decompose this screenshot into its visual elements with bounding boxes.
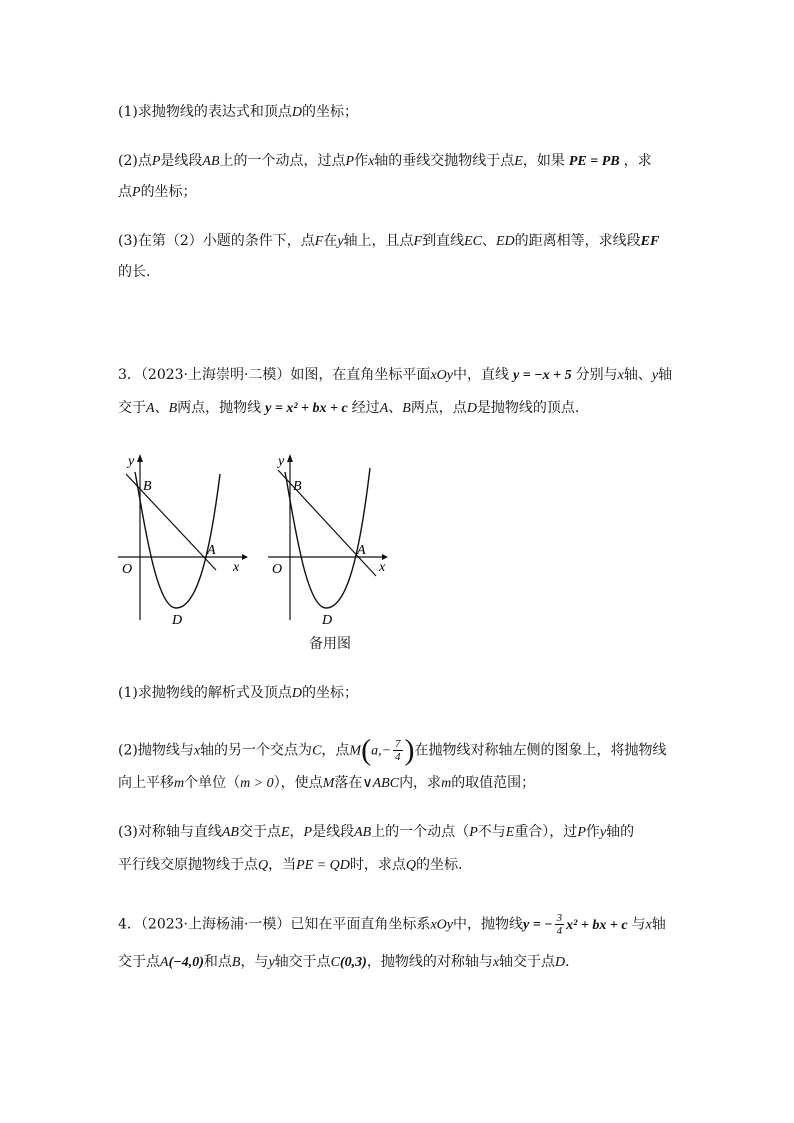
- text: 到直线: [422, 233, 465, 249]
- math: D: [291, 105, 302, 120]
- q2-part1: [118, 102, 358, 123]
- q3-part3-line1: [118, 822, 634, 843]
- math: D: [291, 686, 302, 701]
- math: x: [617, 368, 624, 383]
- math: E: [514, 154, 523, 169]
- q2-part2-line1: [118, 151, 652, 172]
- text: 轴的: [606, 824, 635, 840]
- label-x: x: [379, 560, 386, 575]
- math: P: [469, 825, 478, 840]
- math: a: [371, 743, 379, 759]
- text: (1)求抛物线的解析式及顶点: [118, 685, 292, 701]
- text: 在抛物线对称轴左侧的图象上，将抛物线: [414, 742, 667, 759]
- text: ，: [289, 824, 304, 840]
- math: y: [268, 955, 275, 970]
- math: AB: [221, 825, 239, 840]
- q3-heading-line1: [118, 365, 672, 386]
- math: Q: [405, 858, 417, 873]
- math: A: [160, 955, 169, 970]
- label-a: A: [207, 543, 216, 558]
- text: 在: [323, 233, 338, 249]
- math: xOy: [430, 368, 453, 383]
- q4-heading-line1: [118, 912, 666, 937]
- text: ），使点: [273, 775, 323, 791]
- text: 的坐标；: [140, 184, 197, 200]
- math: M: [349, 743, 362, 759]
- q3-part2-line1: [118, 733, 667, 767]
- text: 3．（2023·上海崇明·二模）如图，在直角坐标平面: [118, 367, 431, 383]
- label-o: O: [272, 562, 283, 577]
- text: 是线段: [312, 824, 355, 840]
- text: 的长.: [118, 264, 151, 280]
- text: 点: [118, 184, 132, 200]
- text: 、: [154, 400, 169, 416]
- text: 两点，抛物线: [177, 400, 262, 416]
- text: 平行线交原抛物线于点: [118, 857, 258, 873]
- q2-part2-line2: [118, 182, 197, 203]
- math: C: [312, 743, 322, 759]
- math: x: [368, 154, 375, 169]
- paren-close: ): [404, 733, 415, 767]
- text: 内，求: [399, 775, 442, 791]
- fraction: [555, 912, 565, 937]
- text: 中，抛物线: [452, 916, 523, 933]
- text: 个单位（: [184, 775, 241, 791]
- q2-part3-line1: [118, 231, 659, 252]
- label-y: y: [278, 454, 285, 469]
- math: P: [151, 154, 161, 169]
- math: ,−: [378, 743, 392, 759]
- math: (0,3): [340, 955, 367, 970]
- text: 轴的另一个交点为: [200, 742, 313, 759]
- text: 轴交于点: [499, 954, 556, 970]
- q3-part3-line2: [118, 855, 462, 876]
- text: 作: [585, 824, 600, 840]
- text: 的取值范围；: [451, 775, 536, 791]
- text: (2)点: [118, 153, 152, 169]
- math: x: [193, 743, 201, 759]
- text: ，如果: [522, 153, 565, 169]
- math: B: [168, 401, 178, 416]
- text: 4．（2023·上海杨浦·一模）已知在平面直角坐标系: [118, 916, 431, 933]
- label-b: B: [143, 479, 152, 494]
- math: D: [466, 401, 477, 416]
- math: EC: [464, 234, 482, 249]
- denominator: 4: [556, 925, 563, 937]
- text: 作: [354, 153, 369, 169]
- math: C: [330, 955, 340, 970]
- text: 是线段: [160, 153, 203, 169]
- text: 轴: [658, 367, 673, 383]
- figure-right: [266, 450, 416, 630]
- label-a: A: [357, 543, 366, 558]
- math: (−4,0): [168, 955, 204, 970]
- text: (3)在第（2）小题的条件下，点: [118, 233, 315, 249]
- math: ED: [495, 234, 515, 249]
- numerator: 7: [395, 738, 401, 750]
- math: y = −: [522, 917, 553, 933]
- q3-part1: [118, 683, 358, 704]
- math: y = x² + bx + c: [265, 401, 348, 416]
- text: 的坐标.: [416, 857, 463, 873]
- text: 上的一个动点（: [371, 824, 470, 840]
- text: 的坐标；: [301, 104, 358, 120]
- q3-heading-line2: [118, 398, 579, 419]
- text: 分别与: [575, 367, 618, 383]
- math: A: [146, 401, 155, 416]
- text: ，与: [240, 954, 269, 970]
- math: B: [231, 955, 241, 970]
- text: ，点: [321, 742, 350, 759]
- text: 落在: [334, 775, 363, 791]
- text: 中，直线: [452, 367, 509, 383]
- math: x: [492, 955, 500, 970]
- math: P: [132, 185, 141, 200]
- text: (3)对称轴与直线: [118, 824, 222, 840]
- text: 与: [631, 916, 646, 933]
- text: ，抛物线的对称轴与: [366, 954, 493, 970]
- math: y: [599, 825, 607, 840]
- math: y = −x + 5: [512, 368, 572, 383]
- math: AB: [202, 154, 220, 169]
- text: .: [565, 954, 570, 970]
- text: 不与: [477, 824, 506, 840]
- math: x² + bx + c: [566, 917, 628, 933]
- text: 两点，点: [410, 400, 467, 416]
- label-d: D: [322, 613, 333, 628]
- text: 交于点: [238, 824, 281, 840]
- math: A: [379, 401, 389, 416]
- text: 交于: [118, 400, 146, 416]
- text: 轴上，且点: [343, 233, 414, 249]
- text: 交于点: [118, 954, 160, 970]
- text: 时，求点: [349, 857, 406, 873]
- label-y: y: [128, 454, 135, 469]
- math: m: [441, 776, 452, 791]
- text: 经过: [351, 400, 380, 416]
- math: P: [345, 154, 355, 169]
- text: 和点: [203, 954, 232, 970]
- text: 重合），过: [514, 824, 578, 840]
- text: 上的一个动点，过点: [219, 153, 346, 169]
- figure-caption: 备用图: [309, 636, 351, 652]
- text: 、: [481, 233, 496, 249]
- denominator: 4: [395, 751, 401, 763]
- text: 的坐标；: [301, 685, 358, 701]
- numerator: 3: [556, 912, 563, 924]
- math: B: [402, 401, 411, 416]
- q2-part3-line2: [118, 262, 150, 282]
- text: 、: [388, 400, 403, 416]
- y-axis-arrow: [287, 454, 293, 462]
- paren-open: (: [361, 733, 372, 767]
- text: (2)抛物线与: [118, 742, 194, 759]
- math: P: [577, 825, 586, 840]
- x-axis-arrow: [242, 554, 248, 560]
- figure-left: [116, 450, 266, 630]
- math: EF: [640, 234, 660, 249]
- math: x: [645, 917, 652, 933]
- fraction: [393, 738, 403, 763]
- math: Q: [258, 858, 269, 873]
- math: E: [280, 825, 290, 840]
- text: ，当: [268, 857, 297, 873]
- text: 是抛物线的顶点.: [476, 400, 580, 416]
- math: ∨ABC: [362, 776, 400, 791]
- math: xOy: [430, 917, 453, 933]
- math: M: [322, 776, 335, 791]
- text: 的距离相等，求线段: [514, 233, 641, 249]
- text: 轴、: [623, 367, 652, 383]
- math: P: [303, 825, 313, 840]
- label-o: O: [122, 562, 133, 577]
- text: 轴: [651, 916, 666, 933]
- math: y: [337, 234, 344, 249]
- math: F: [314, 234, 324, 249]
- y-axis-arrow: [137, 454, 143, 462]
- math: E: [505, 825, 515, 840]
- text: 向上平移: [118, 775, 174, 791]
- math: PE = PB: [568, 154, 620, 169]
- text: (1)求抛物线的表达式和顶点: [118, 104, 292, 120]
- text: 轴的垂线交抛物线于点: [374, 153, 515, 169]
- math: m: [174, 776, 185, 791]
- text: ，求: [623, 153, 652, 169]
- math: PE = QD: [296, 858, 350, 873]
- math: m > 0: [240, 776, 274, 791]
- math: D: [555, 955, 566, 970]
- math: AB: [354, 825, 372, 840]
- label-b: B: [293, 479, 302, 494]
- label-x: x: [233, 560, 240, 575]
- text: 轴交于点: [274, 954, 331, 970]
- q3-part2-line2: [118, 773, 535, 794]
- math: y: [651, 368, 659, 383]
- math: F: [413, 234, 423, 249]
- q4-heading-line2: [118, 952, 570, 973]
- label-d: D: [172, 613, 183, 628]
